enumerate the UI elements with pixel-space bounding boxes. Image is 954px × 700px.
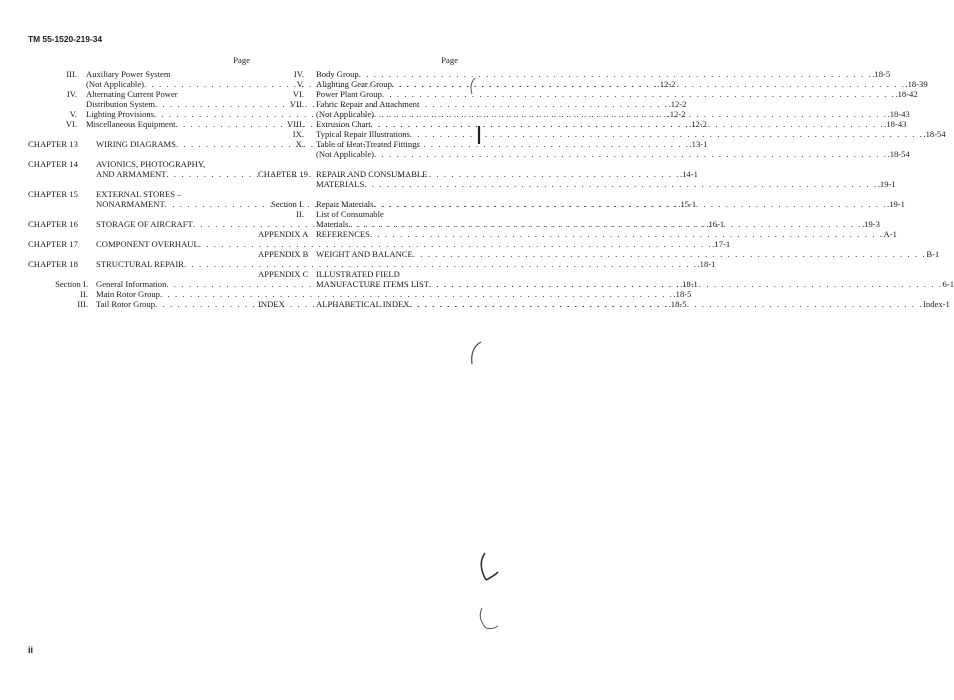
page-number: .19-3 (862, 219, 880, 229)
entry-title: WEIGHT AND BALANCE (316, 249, 413, 259)
entry-title: Typical Repair Illustrations (316, 129, 410, 139)
entry-title: Alternating Current Power (86, 89, 178, 99)
section-label: Section I. (55, 279, 88, 289)
entry-title: Body Group (316, 69, 359, 79)
entry-title-cont: (Not Applicable) (316, 149, 374, 159)
page-column-heading: Page (233, 55, 250, 65)
entry-title: General Information (96, 279, 167, 289)
toc-entry-chapter-18 (28, 259, 716, 269)
page-number: .18-5 (673, 289, 692, 299)
page-number: .18-5 (668, 299, 687, 309)
entry-title: Tail Rotor Group (96, 299, 156, 309)
page-number: .13-1 (689, 139, 708, 149)
entry-title-cont: NONARMAMENT (96, 199, 165, 209)
section-label: X. (295, 139, 304, 149)
entry-title: STRUCTURAL REPAIR (96, 259, 184, 269)
chapter-label: CHAPTER 18 (28, 259, 78, 269)
entry-title-cont: Distribution System (86, 99, 155, 109)
entry-title: Table of Heat-Treated Fittings (316, 139, 420, 149)
entry-title: ILLUSTRATED FIELD (316, 269, 400, 279)
section-label: IX. (292, 129, 304, 139)
section-label: VI. (292, 89, 304, 99)
toc-entry-main-rotor (28, 289, 692, 299)
section-label: VI. (65, 119, 77, 129)
section-label: Section I. (271, 199, 304, 209)
chapter-label: CHAPTER 19 (258, 169, 308, 179)
appendix-label: APPENDIX B (258, 249, 309, 259)
section-label: V. (69, 109, 77, 119)
page-number: .12-2 (667, 109, 686, 119)
page-column-heading: Page (441, 55, 458, 65)
entry-title-cont: AND ARMAMENT (96, 169, 167, 179)
appendix-label: APPENDIX C (258, 269, 309, 279)
entry-title: STORAGE OF AIRCRAFT (96, 219, 193, 229)
entry-title-cont: Materials (316, 219, 349, 229)
entry-title-cont: (Not Applicable) (316, 109, 374, 119)
entry-title-cont: (Not Applicable) (86, 79, 144, 89)
chapter-label: CHAPTER 16 (28, 219, 78, 229)
page-number: .15-1 (678, 199, 697, 209)
entry-title: Alighting Gear Group (316, 79, 392, 89)
chapter-label: CHAPTER 17 (28, 239, 78, 249)
entry-title: COMPONENT OVERHAUL (96, 239, 199, 249)
punch-hole-mark (468, 340, 484, 366)
entry-title: ALPHABETICAL INDEX (316, 299, 410, 309)
punch-hole-mark (474, 606, 502, 632)
page-number: .18-1 (697, 259, 716, 269)
toc-entry-appendix-b (258, 249, 940, 259)
toc-entry-power-plant (258, 89, 918, 99)
document-header: TM 55-1520-219-34 (28, 34, 103, 44)
entry-title: EXTERNAL STORES – (96, 189, 182, 199)
entry-title: AVIONICS, PHOTOGRAPHY, (96, 159, 206, 169)
section-label: III. (77, 299, 88, 309)
entry-title: REFERENCES (316, 229, 370, 239)
page-number: B-1 (926, 249, 940, 259)
page-number-footer: ii (28, 645, 34, 655)
page-number: .18-39 (905, 79, 928, 89)
entry-title: Miscellaneous Equipment (86, 119, 176, 129)
page-number: .18-43 (884, 119, 907, 129)
section-label: II. (80, 289, 88, 299)
section-label: VII. (289, 99, 304, 109)
chapter-label: CHAPTER 13 (28, 139, 78, 149)
section-label: VIII. (287, 119, 304, 129)
punch-hole-mark (474, 124, 484, 146)
entry-title: Power Plant Group (316, 89, 382, 99)
section-label: II. (296, 209, 304, 219)
punch-hole-mark (466, 76, 478, 96)
page-number: Index-1 (923, 299, 950, 309)
toc-entry-repair-illustrations (258, 129, 946, 139)
page-number: .12-2 (668, 99, 687, 109)
page-number: .18-54 (923, 129, 946, 139)
page-number: 6-1 (942, 279, 954, 289)
entry-title: Main Rotor Group (96, 289, 160, 299)
entry-title: REPAIR AND CONSUMABLE (316, 169, 428, 179)
page-number: .18-42 (895, 89, 918, 99)
entry-title: Fabric Repair and Attachment (316, 99, 420, 109)
toc-entry-appendix-a (258, 229, 897, 239)
section-label: III. (66, 69, 77, 79)
section-label: IV. (66, 89, 77, 99)
page-number: .18-5 (872, 69, 891, 79)
entry-title: Lighting Provisions (86, 109, 155, 119)
section-label: IV. (293, 69, 304, 79)
page-number: .18-54 (887, 149, 910, 159)
entry-title-cont: MATERIALS (316, 179, 365, 189)
chapter-label: CHAPTER 15 (28, 189, 78, 199)
index-label: INDEX (258, 299, 285, 309)
toc-entry-body-group (258, 69, 891, 79)
page-number: A-1 (883, 229, 897, 239)
punch-hole-mark (474, 550, 502, 584)
page-number: .16-1 (706, 219, 725, 229)
page-number: .19-1 (887, 199, 905, 209)
page-number: .12-2 (657, 79, 676, 89)
entry-title: WIRING DIAGRAMS (96, 139, 176, 149)
page-number: .12-2 (689, 119, 707, 129)
entry-title: Repair Materials (316, 199, 374, 209)
chapter-label: CHAPTER 14 (28, 159, 78, 169)
section-label: V. (296, 79, 304, 89)
page-number: .14-1 (679, 169, 698, 179)
toc-entry-chapter-17 (28, 239, 731, 249)
appendix-label: APPENDIX A (258, 229, 309, 239)
entry-title: Extrusion Chart (316, 119, 371, 129)
page-number: .18-43 (887, 109, 910, 119)
entry-title: List of Consumable (316, 209, 384, 219)
page-number: .19-1 (877, 179, 896, 189)
page-number: .17-1 (712, 239, 731, 249)
entry-title-cont: MANUFACTURE ITEMS LIST (316, 279, 429, 289)
page-number: .18-1 (679, 279, 698, 289)
entry-title: Auxiliary Power System (86, 69, 171, 79)
